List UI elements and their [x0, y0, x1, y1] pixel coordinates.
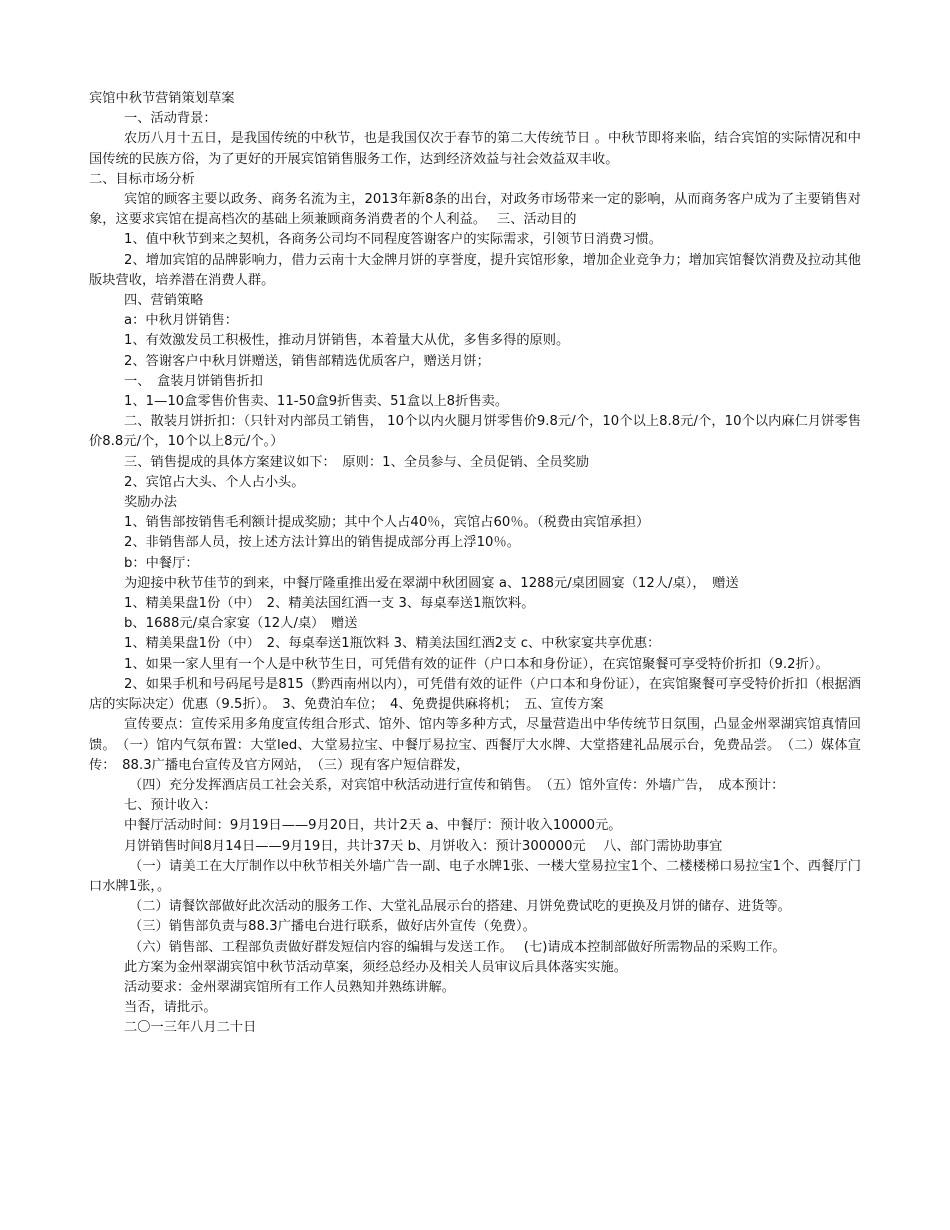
paragraph: 1、有效激发员工积极性，推动月饼销售，本着量大从优，多售多得的原则。 [124, 333, 570, 349]
document-body [89, 89, 861, 1039]
paragraph: 三、销售提成的具体方案建议如下： 原则：1、全员参与、全员促销、全员奖励 [124, 454, 590, 470]
paragraph: （二）请餐饮部做好此次活动的服务工作、大堂礼品展示台的搭建、月饼免费试吃的更换及月饼的储存、进货等。 [129, 899, 791, 915]
document-date: 二〇一三年八月二十日 [124, 1020, 257, 1036]
paragraph: 1、如果一家人里有一个人是中秋节生日，可凭借有效的证件（户口本和身份证），在宾馆聚餐可享受特价折扣（9.2折）。 [124, 656, 829, 672]
paragraph: （三）销售部负责与88.3广播电台进行联系，做好店外宣传（免费）。 [129, 919, 536, 935]
paragraph: b、1688元/桌合家宴（12人/桌） 赠送 [124, 616, 358, 632]
subsection-heading: b：中餐厅： [124, 555, 199, 571]
paragraph: 月饼销售时间8月14日——9月19日，共计37天 b、月饼收入：预计300000元 八、部门需协助事宜 [124, 838, 723, 854]
section-heading: 一、活动背景： [124, 111, 217, 127]
subsection-heading: 奖励办法 [124, 495, 177, 511]
paragraph: （六）销售部、工程部负责做好群发短信内容的编辑与发送工作。 (七)请成本控制部做好所需物品的采购工作。 [129, 939, 786, 955]
closing-request: 当否，请批示。 [124, 1000, 217, 1016]
section-heading: 七、预计收入： [124, 798, 217, 814]
paragraph: 2、非销售部人员，按上述方法计算出的销售提成部分再上浮10％。 [124, 535, 520, 551]
document-title: 宾馆中秋节营销策划草案 [89, 91, 235, 106]
subsection-heading: a：中秋月饼销售： [124, 313, 239, 329]
paragraph: 农历八月十五日，是我国传统的中秋节，也是我国仅次于春节的第二大传统节日 。中秋节即将来临，结合宾馆的实际情况和中国传统的民族方俗，为了更好的开展宾馆销售服务工作，达到经济效益与社会效益双丰收。 [89, 131, 861, 167]
paragraph: 此方案为金州翠湖宾馆中秋节活动草案，须经总经办及相关人员审议后具体落实实施。 [124, 959, 628, 975]
paragraph: 2、宾馆占大头、个人占小头。 [124, 474, 305, 490]
paragraph: 1、精美果盘1份（中） 2、精美法国红酒一支 3、每桌奉送1瓶饮料。 [124, 596, 535, 612]
paragraph: 为迎接中秋节佳节的到来，中餐厅隆重推出爱在翠湖中秋团圆宴 a、1288元/桌团圆宴（12人/桌）， 赠送 [124, 575, 739, 591]
paragraph: 中餐厅活动时间：9月19日——9月20日，共计2天 a、中餐厅：预计收入10000元。 [124, 818, 622, 834]
paragraph: 1、销售部按销售毛利额计提成奖励；其中个人占40％，宾馆占60％。（税费由宾馆承担） [124, 515, 650, 531]
paragraph: 2、如果手机和号码尾号是815（黔西南州以内），可凭借有效的证件（户口本和身份证），在宾馆聚餐可享受特价折扣（根据酒店的实际决定）优惠（9.5折）。 3、免费泊车位； 4、免费提供麻将机； 五、宣传方案 [89, 676, 861, 713]
paragraph: 2、答谢客户中秋月饼赠送，销售部精选优质客户，赠送月饼； [124, 353, 490, 369]
paragraph: 1、精美果盘1份（中） 2、每桌奉送1瓶饮料 3、精美法国红酒2支 c、中秋家宴共享优惠： [124, 636, 661, 652]
paragraph: 宣传要点：宣传采用多角度宣传组合形式、馆外、馆内等多种方式，尽量营造出中华传统节日氛围，凸显金州翠湖宾馆真情回馈。 （一）馆内气氛布置：大堂led、大堂易拉宝、中餐厅易拉宝、西餐厅大水牌、大堂搭建礼品展示台，免费品尝。 （二）媒体宣传： 88.3广播电台宣传及官方网站， （三）现有客户短信群发， [89, 717, 861, 773]
paragraph: 一、 盒装月饼销售折扣 [124, 373, 264, 389]
paragraph: 二、散装月饼折扣：（只针对内部员工销售， 10个以内火腿月饼零售价9.8元/个，10个以上8.8元/个，10个以内麻仁月饼零售价8.8元/个，10个以上8元/个。） [89, 414, 861, 450]
section-heading: 二、目标市场分析 [89, 171, 195, 187]
paragraph: 1、1—10盒零售价售卖、11-50盒9折售卖、51盒以上8折售卖。 [124, 394, 509, 410]
section-heading: 四、营销策略 [124, 293, 204, 309]
paragraph: 2、增加宾馆的品牌影响力，借力云南十大金牌月饼的享誉度，提升宾馆形象，增加企业竞争力；增加宾馆餐饮消费及拉动其他版块营收，培养潜在消费人群。 [89, 252, 861, 288]
paragraph: （一）请美工在大厅制作以中秋节相关外墙广告一副、电子水牌1张、一楼大堂易拉宝1个、二楼楼梯口易拉宝1个、西餐厅门口水牌1张，。 [89, 858, 861, 894]
paragraph: 活动要求：金州翠湖宾馆所有工作人员熟知并熟练讲解。 [124, 979, 455, 995]
paragraph: 宾馆的顾客主要以政务、商务名流为主，2013年新8条的出台，对政务市场带来一定的影响，从而商务客户成为了主要销售对象，这要求宾馆在提高档次的基础上须兼顾商务消费者的个人利益。 三、活动目的 [89, 192, 861, 228]
paragraph: （四）充分发挥酒店员工社会关系，对宾馆中秋活动进行宣传和销售。 （五）馆外宣传：外墙广告， 成本预计： [129, 777, 785, 793]
paragraph: 1、值中秋节到来之契机，各商务公司均不同程度答谢客户的实际需求，引领节日消费习惯。 [124, 232, 662, 248]
